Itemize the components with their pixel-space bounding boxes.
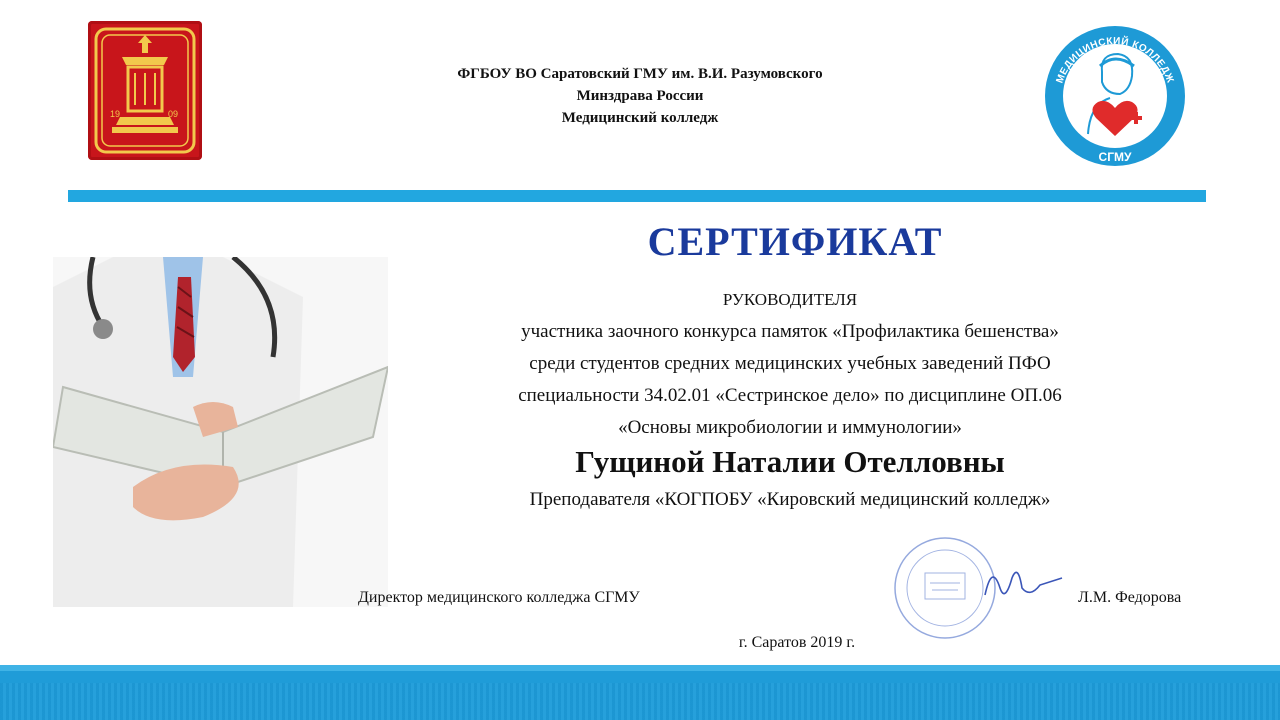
recipient-name: Гущиной Наталии Отелловны xyxy=(575,444,1005,479)
certificate-title: СЕРТИФИКАТ xyxy=(647,219,943,264)
doctor-photo xyxy=(53,257,388,607)
emblem-graphic xyxy=(88,21,202,160)
header-line-3: Медицинский колледж xyxy=(561,110,719,126)
emblem-year-right: 09 xyxy=(168,109,179,119)
body-line-1: участника заочного конкурса памяток «Профилактика бешенства» xyxy=(521,321,1059,342)
place-and-date: г. Саратов 2019 г. xyxy=(738,634,856,651)
body-line-3: специальности 34.02.01 «Сестринское дело» по дисциплине ОП.06 xyxy=(518,385,1062,406)
certificate-body xyxy=(430,284,1150,444)
bottom-band xyxy=(0,665,1280,720)
institution-header xyxy=(380,63,900,129)
university-emblem xyxy=(88,21,202,160)
header-line-2: Минздрава России xyxy=(576,88,704,104)
logo-ring-text-bottom: СГМУ xyxy=(1098,150,1132,164)
logo-ring-text-top: МЕДИЦИНСКИЙ КОЛЛЕДЖ xyxy=(1054,35,1176,85)
header-line-1: ФГБОУ ВО Саратовский ГМУ им. В.И. Разумовского xyxy=(457,66,823,82)
college-logo xyxy=(1040,24,1190,169)
stamp-and-signature xyxy=(890,533,1070,643)
emblem-year-left: 19 xyxy=(110,109,121,119)
role-label: РУКОВОДИТЕЛЯ xyxy=(722,290,858,309)
body-line-4: «Основы микробиологии и иммунологии» xyxy=(618,417,962,438)
director-name: Л.М. Федорова xyxy=(1078,589,1182,606)
director-title: Директор медицинского колледжа СГМУ xyxy=(358,589,640,606)
body-line-2: среди студентов средних медицинских учебных заведений ПФО xyxy=(529,353,1051,374)
top-divider xyxy=(68,190,1206,202)
recipient-position: Преподавателя «КОГПОБУ «Кировский медицинский колледж» xyxy=(529,489,1051,510)
